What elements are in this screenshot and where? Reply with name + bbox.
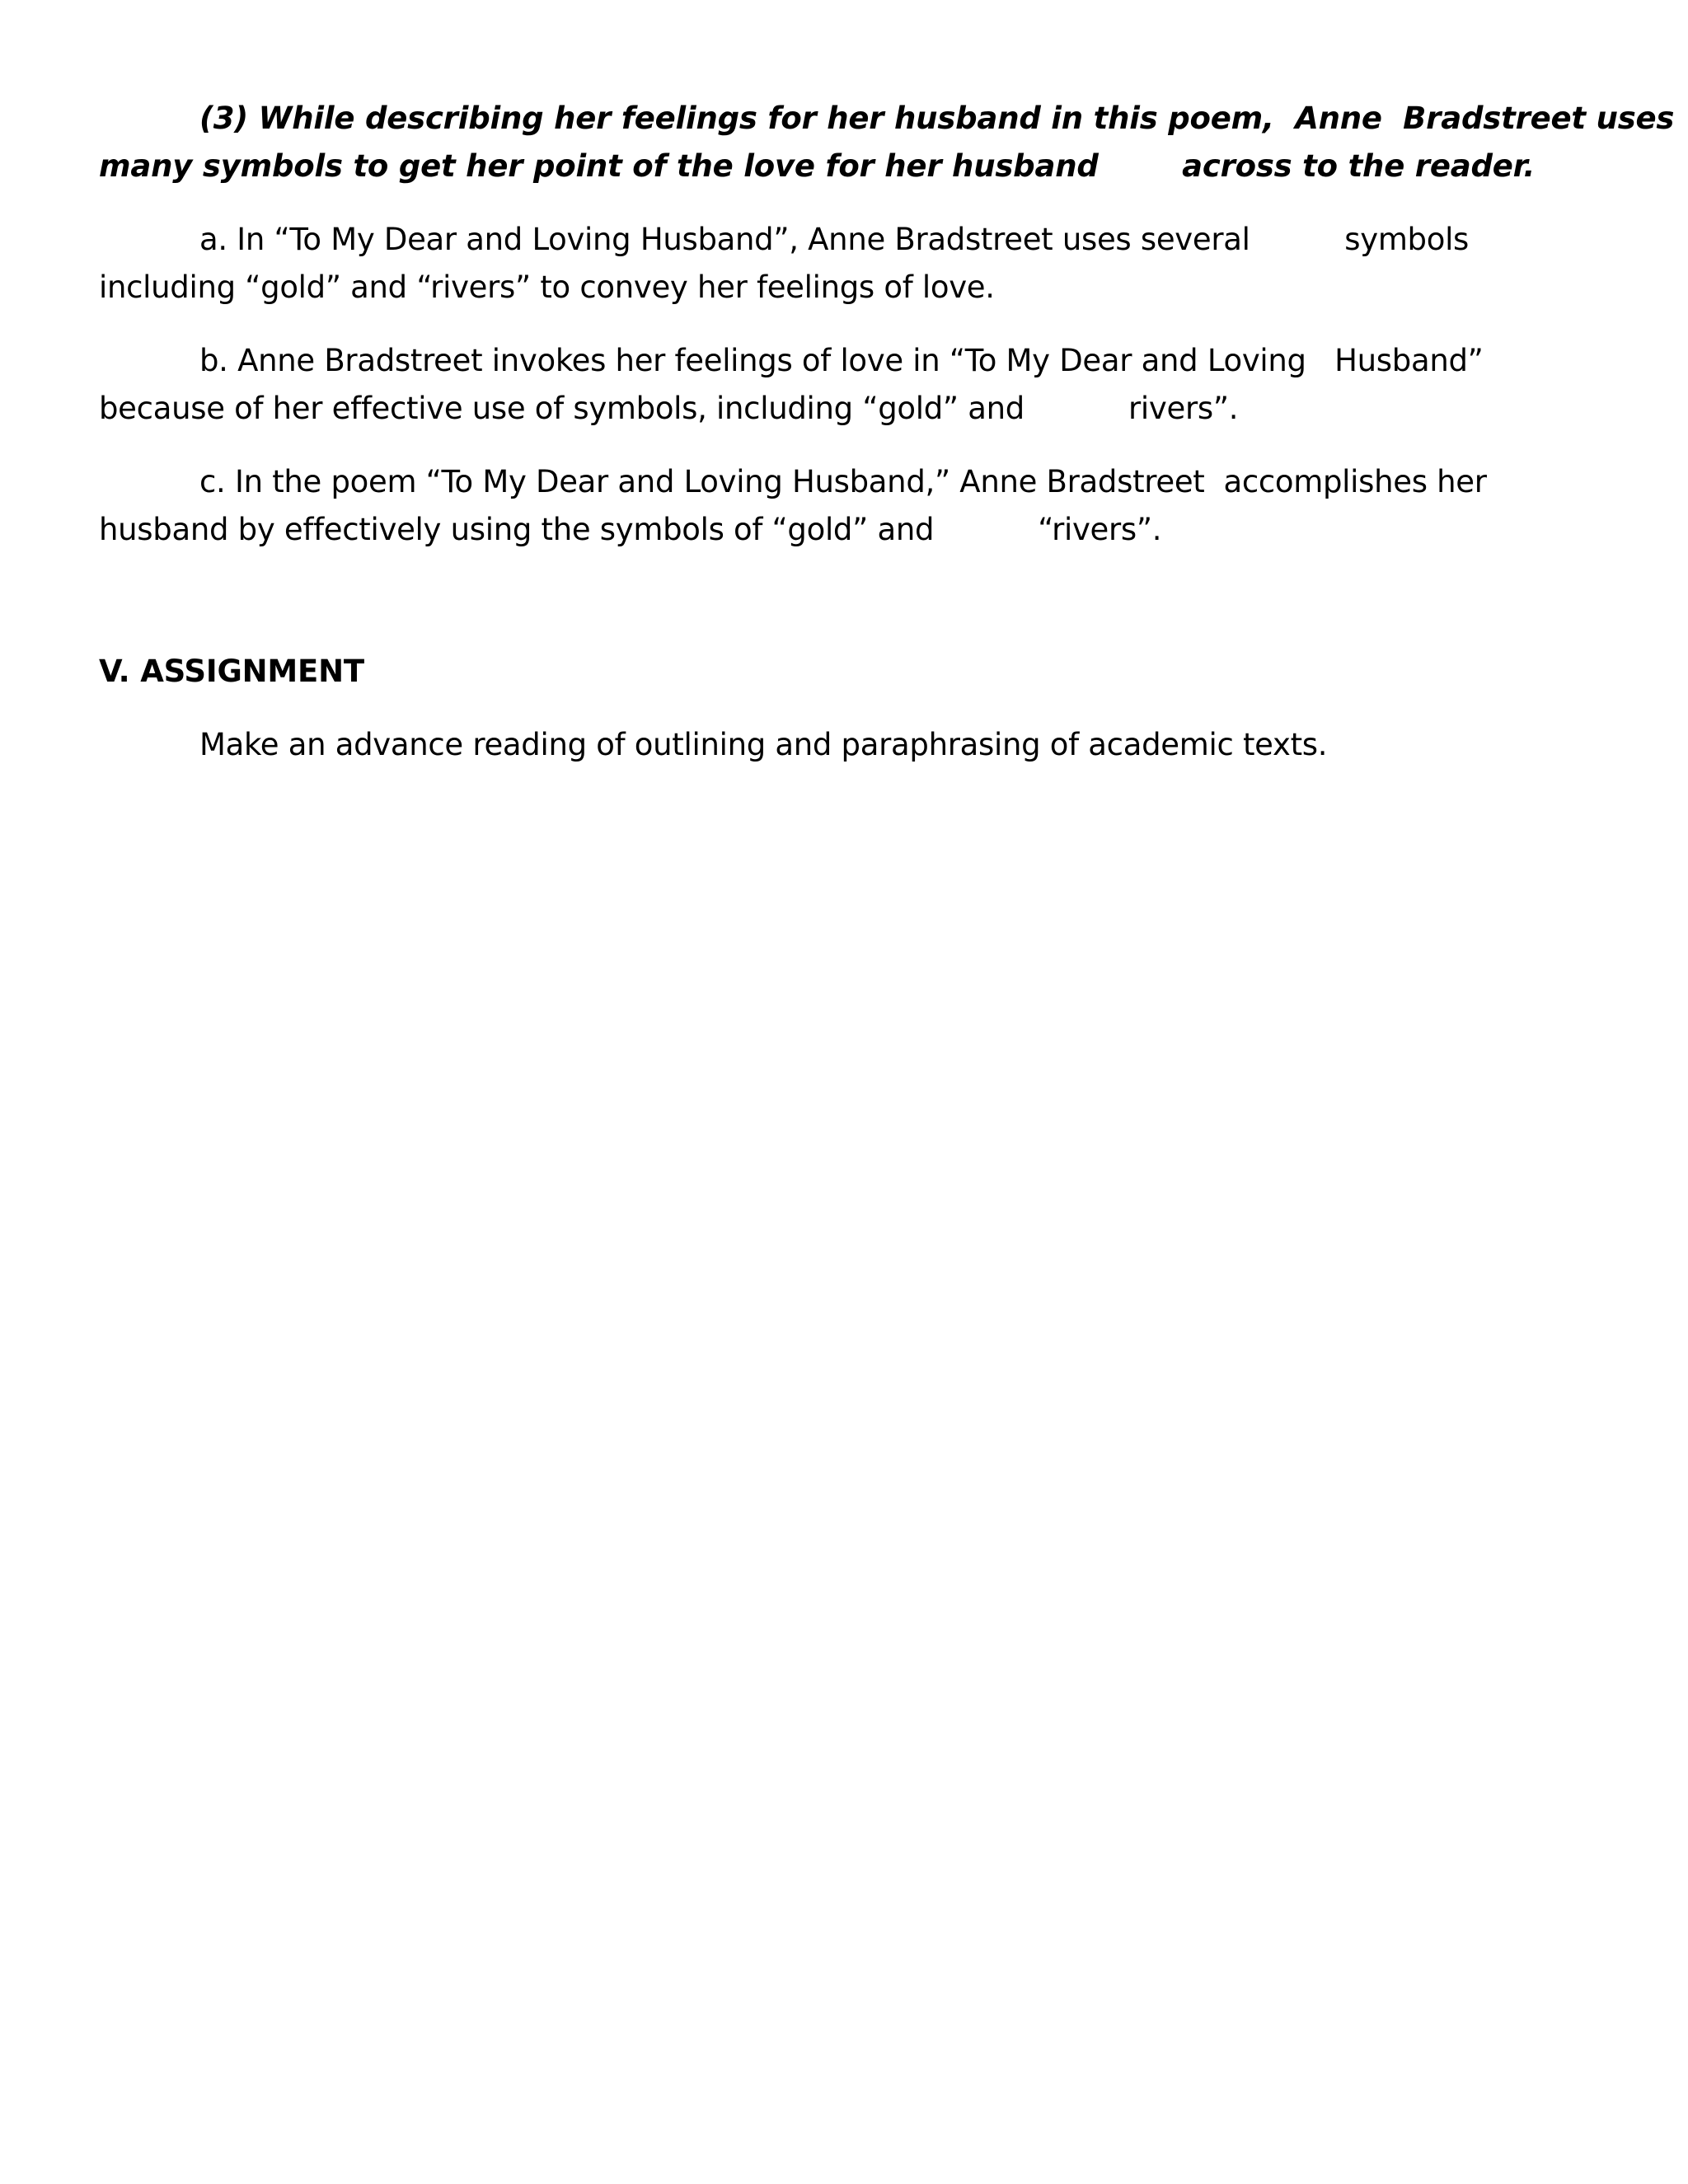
option-c-line-2: husband by effectively using the symbols of “gold” and “rivers”. <box>99 512 1162 547</box>
assignment-text-block <box>99 721 1582 769</box>
question-3 <box>99 95 1675 190</box>
option-b <box>99 337 1582 433</box>
question-line-1: (3) While describing her feelings for her husband in this poem, Anne Bradstreet uses <box>199 101 1675 136</box>
option-c-line-1: c. In the poem “To My Dear and Loving Husband,” Anne Bradstreet accomplishes her <box>199 464 1487 499</box>
option-b-line-2: because of her effective use of symbols, including “gold” and rivers”. <box>99 391 1239 426</box>
option-c <box>99 458 1582 554</box>
option-a-line-1: a. In “To My Dear and Loving Husband”, Anne Bradstreet uses several symbols <box>199 222 1470 257</box>
option-b-line-1: b. Anne Bradstreet invokes her feelings of love in “To My Dear and Loving Husband” <box>199 343 1484 378</box>
document-page <box>99 95 1675 794</box>
assignment-text: Make an advance reading of outlining and paraphrasing of academic texts. <box>199 727 1328 762</box>
option-a-line-2: including “gold” and “rivers” to convey her feelings of love. <box>99 269 995 305</box>
option-a <box>99 216 1582 312</box>
question-line-2: many symbols to get her point of the love for her husband across to the reader. <box>99 148 1536 184</box>
assignment-heading: V. ASSIGNMENT <box>99 654 364 689</box>
